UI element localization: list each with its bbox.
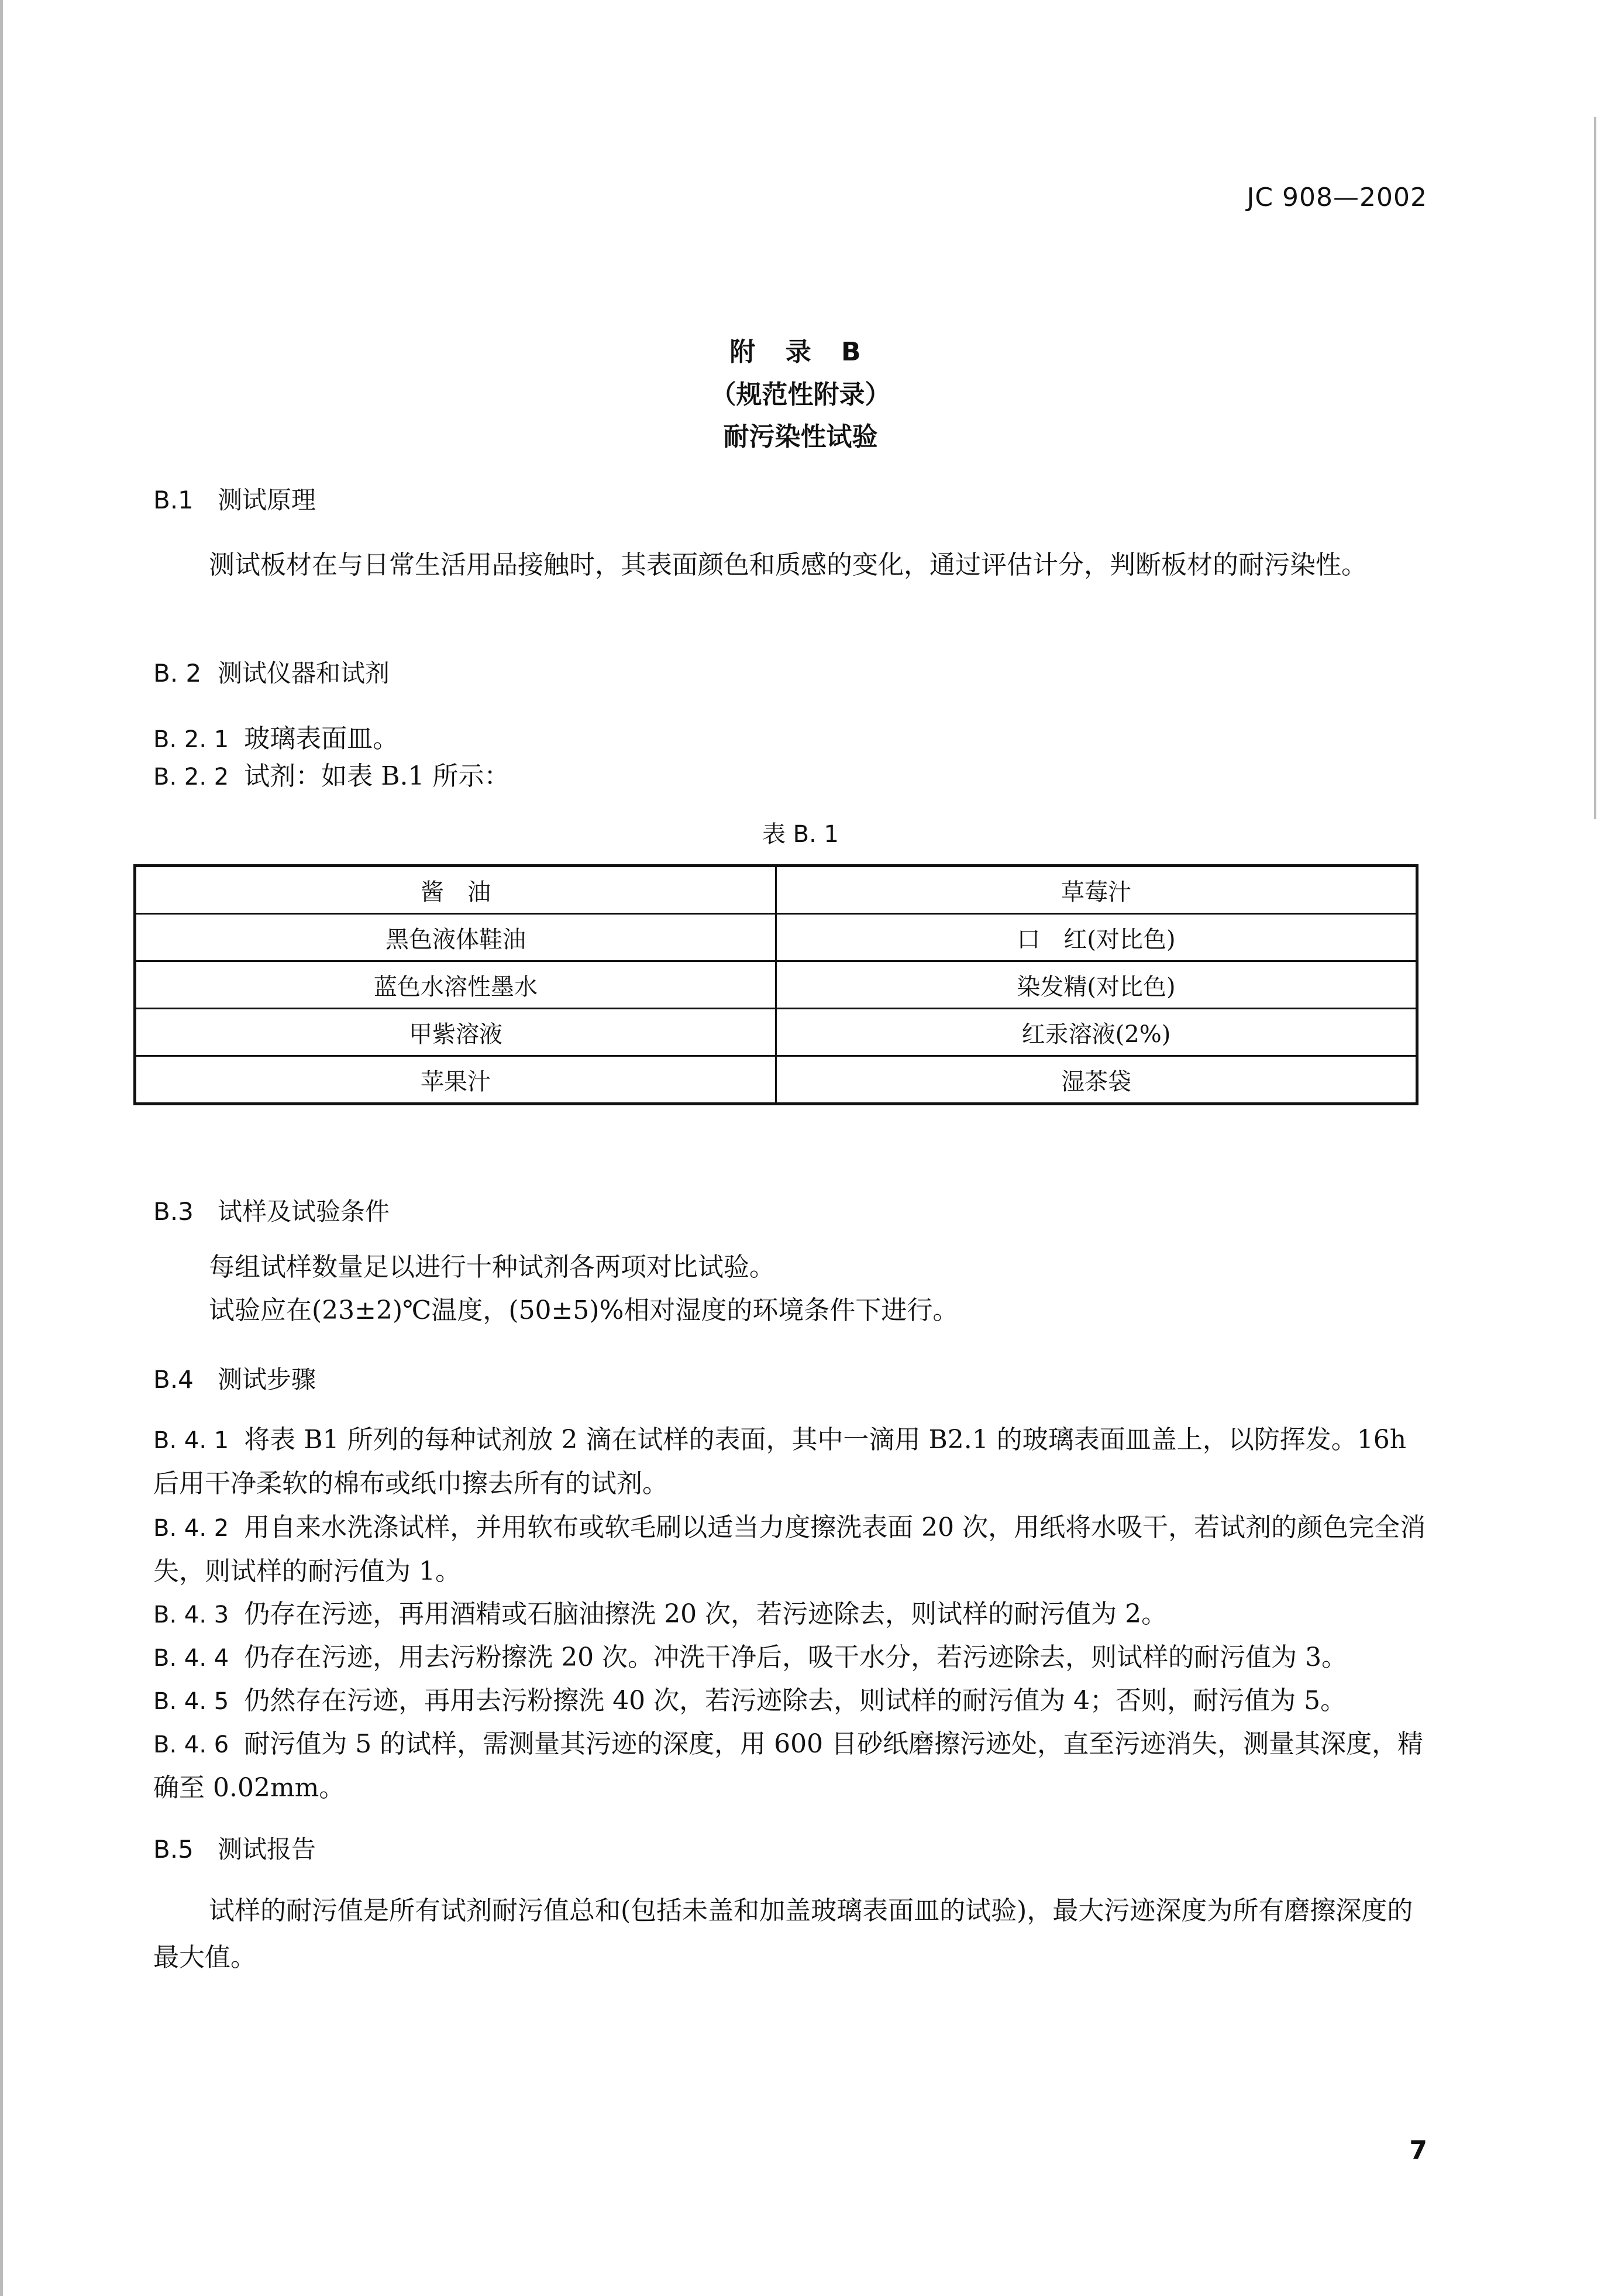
section-text-b3-1: 每组试样数量足以进行十种试剂各两项对比试验。 xyxy=(209,1252,775,1282)
section-number: B.1 xyxy=(153,486,194,514)
clause-number: B. 2. 2 xyxy=(153,764,229,790)
step-number: B. 4. 4 xyxy=(153,1645,229,1672)
table-cell: 染发精(对比色) xyxy=(776,961,1417,1009)
section-text-b5: 试样的耐污值是所有试剂耐污值总和(包括未盖和加盖玻璃表面皿的试验)，最大污迹深度为所有磨擦深度的最大值。 xyxy=(153,1896,1413,1972)
table-cell: 黑色液体鞋油 xyxy=(135,914,776,961)
section-heading-b5 xyxy=(153,1830,316,1865)
step-text: 仍然存在污迹，再用去污粉擦洗 40 次，若污迹除去，则试样的耐污值为 4；否则，耐污值为 5。 xyxy=(244,1686,1347,1716)
section-title: 测试报告 xyxy=(218,1835,316,1864)
reagent-table xyxy=(133,864,1418,1105)
step-text: 仍存在污迹，用去污粉擦洗 20 次。冲洗干净后，吸干水分，若污迹除去，则试样的耐污值为 3。 xyxy=(244,1642,1348,1672)
section-text-b1: 测试板材在与日常生活用品接触时，其表面颜色和质感的变化，通过评估计分，判断板材的耐污染性。 xyxy=(209,550,1367,580)
step-b45 xyxy=(153,1679,1428,1723)
step-b43 xyxy=(153,1593,1428,1637)
table-cell: 草莓汁 xyxy=(776,866,1417,914)
section-heading-b4 xyxy=(153,1360,316,1396)
table-row xyxy=(135,914,1417,961)
table-row xyxy=(135,961,1417,1009)
step-b41 xyxy=(153,1418,1428,1506)
table-cell: 红汞溶液(2%) xyxy=(776,1009,1417,1056)
step-number: B. 4. 5 xyxy=(153,1688,229,1715)
section-title: 测试仪器和试剂 xyxy=(218,659,390,688)
table-row xyxy=(135,866,1417,914)
step-text: 用自来水洗涤试样，并用软布或软毛刷以适当力度擦洗表面 20 次，用纸将水吸干，若试剂的颜色完全消失，则试样的耐污值为 1。 xyxy=(153,1513,1426,1586)
clause-b22 xyxy=(153,755,1428,799)
section-heading-b3 xyxy=(153,1192,390,1228)
section-title: 测试步骤 xyxy=(218,1365,316,1394)
step-b44 xyxy=(153,1636,1428,1680)
table-title: 表 B. 1 xyxy=(762,821,839,848)
section-heading-b1 xyxy=(153,481,316,516)
step-b46 xyxy=(153,1723,1428,1810)
section-title: 测试原理 xyxy=(218,486,316,514)
step-number: B. 4. 2 xyxy=(153,1515,229,1542)
section-number: B.4 xyxy=(153,1365,194,1394)
section-heading-b2 xyxy=(153,654,390,689)
step-number: B. 4. 3 xyxy=(153,1601,229,1628)
appendix-name: 耐污染性试验 xyxy=(723,422,878,452)
step-text: 耐污值为 5 的试样，需测量其污迹的深度，用 600 目砂纸磨擦污迹处，直至污迹消失，测量其深度，精确至 0.02mm。 xyxy=(153,1729,1424,1803)
table-cell: 蓝色水溶性墨水 xyxy=(135,961,776,1009)
standard-number: JC 908—2002 xyxy=(1247,183,1427,212)
table-cell: 苹果汁 xyxy=(135,1056,776,1104)
table-cell: 湿茶袋 xyxy=(776,1056,1417,1104)
step-text: 仍存在污迹，再用酒精或石脑油擦洗 20 次，若污迹除去，则试样的耐污值为 2。 xyxy=(244,1599,1168,1629)
section-text-b3-2: 试验应在(23±2)℃温度，(50±5)%相对湿度的环境条件下进行。 xyxy=(209,1295,959,1325)
section-number: B.3 xyxy=(153,1197,194,1226)
page-number: 7 xyxy=(1409,2136,1427,2166)
section-number: B.5 xyxy=(153,1835,194,1864)
clause-text: 玻璃表面皿。 xyxy=(244,724,399,754)
table-row xyxy=(135,1009,1417,1056)
step-number: B. 4. 6 xyxy=(153,1731,229,1758)
step-number: B. 4. 1 xyxy=(153,1427,229,1454)
appendix-subtitle: （规范性附录） xyxy=(710,380,891,410)
table-cell: 甲紫溶液 xyxy=(135,1009,776,1056)
table-cell: 酱 油 xyxy=(135,866,776,914)
step-text: 将表 B1 所列的每种试剂放 2 滴在试样的表面，其中一滴用 B2.1 的玻璃表面皿盖上，以防挥发。16h 后用干净柔软的棉布或纸巾擦去所有的试剂。 xyxy=(153,1425,1407,1498)
clause-number: B. 2. 1 xyxy=(153,726,229,753)
step-b42 xyxy=(153,1506,1428,1593)
table-cell: 口 红(对比色) xyxy=(776,914,1417,961)
section-title: 试样及试验条件 xyxy=(218,1197,390,1226)
table-row xyxy=(135,1056,1417,1104)
section-number: B. 2 xyxy=(153,659,202,688)
scan-right-edge xyxy=(1594,117,1596,819)
clause-text: 试剂：如表 B.1 所示： xyxy=(244,761,510,791)
appendix-title: 附 录 B xyxy=(729,337,872,367)
